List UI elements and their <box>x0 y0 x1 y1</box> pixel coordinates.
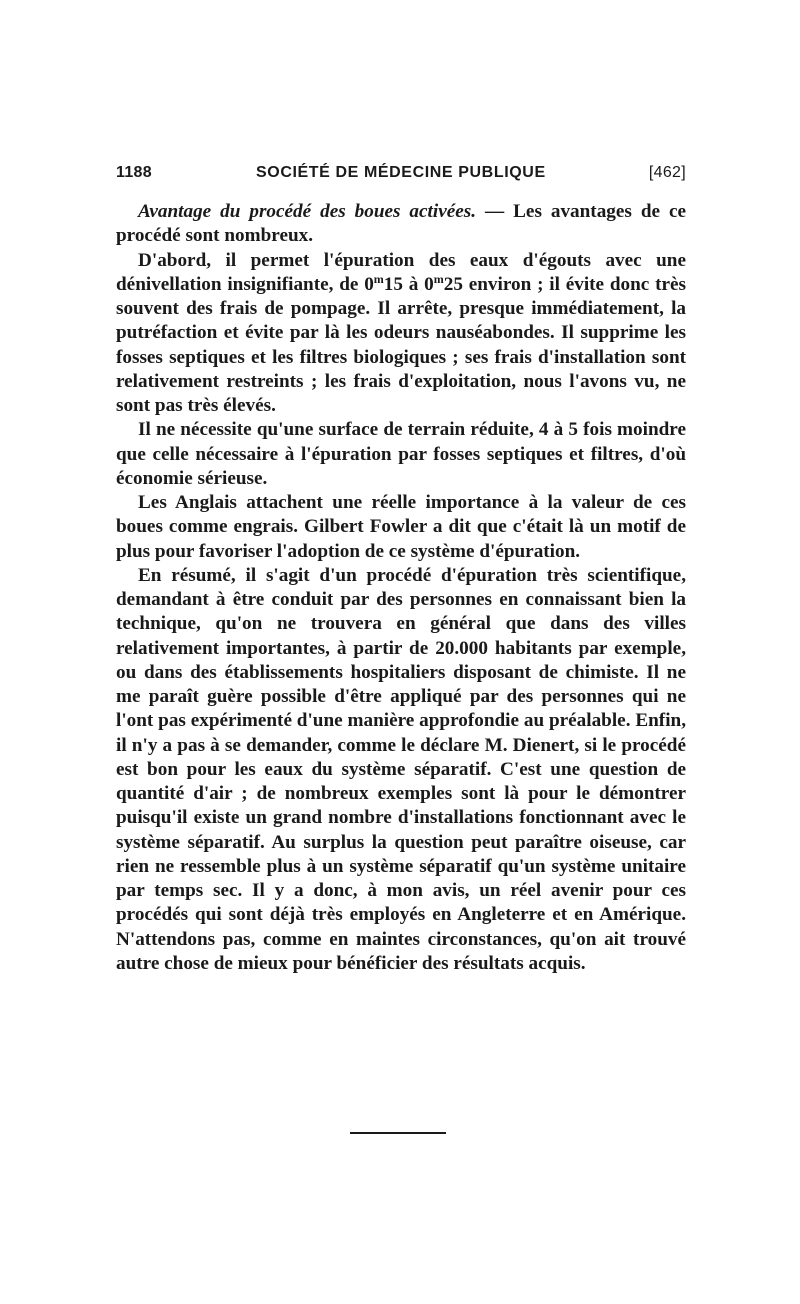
closing-rule <box>350 1132 446 1134</box>
superscript: m <box>433 271 444 286</box>
page <box>116 0 686 1304</box>
paragraph: Il ne nécessite qu'une surface de terrain réduite, 4 à 5 fois moindre que celle nécessaire à l'épuration par fosses septiques et filtres, d'où économie sérieuse. <box>116 419 686 489</box>
paragraph <box>116 200 686 249</box>
paragraph: Les Anglais attachent une réelle importance à la valeur de ces boues comme engrais. Gilbert Fowler a dit que c'était là un motif de plus pour favoriser l'adoption de ce système d'épuration. <box>116 492 686 562</box>
page-number: 1188 <box>116 164 152 181</box>
page-reference: [462] <box>648 164 686 181</box>
paragraph-text: — Les avantages de ce procédé sont nombreux. <box>116 201 686 247</box>
body-text <box>116 200 686 976</box>
running-title: SOCIÉTÉ DE MÉDECINE PUBLIQUE <box>256 164 546 181</box>
running-header <box>116 164 686 188</box>
paragraph <box>116 249 686 419</box>
paragraph-text: 25 environ ; il évite donc très souvent des frais de pompage. Il arrête, presque immédiatement, la putréfaction et évite par là les odeurs nauséabondes. Il supprime les fosses septiques et les filtres biologiques ; ses frais d'installation sont relativement restreints ; les frais d'exploitation, nous l'avons vu, ne sont pas très élevés. <box>116 273 687 416</box>
paragraph: En résumé, il s'agit d'un procédé d'épuration très scientifique, demandant à être conduit par des personnes en connaissant bien la technique, qu'on ne trouvera en général que dans des villes relativement importantes, à partir de 20.000 habitants par exemple, ou dans des établissements hospitaliers disposant de chimiste. Il ne me paraît guère possible d'être appliqué par des personnes qui ne l'ont pas expérimenté d'une manière approfondie au préalable. Enfin, il n'y a pas à se demander, comme le déclare M. Dienert, si le procédé est bon pour les eaux du système séparatif. C'est une question de quantité d'air ; de nombreux exemples sont là pour le démontrer puisqu'il existe un grand nombre d'installations fonctionnant avec le système séparatif. Au surplus la question peut paraître oiseuse, car rien ne ressemble plus à un système séparatif qu'un système unitaire par temps sec. Il y a donc, à mon avis, un réel avenir pour ces procédés qui sont déjà très employés en Angleterre et en Amérique. N'attendons pas, comme en maintes circonstances, qu'on ait trouvé autre chose de mieux pour bénéficier des résultats acquis. <box>116 564 686 974</box>
section-heading: Avantage du procédé des boues activées. <box>138 201 477 222</box>
paragraph-text: 15 à 0 <box>383 273 434 295</box>
paragraph-text: D'abord, il permet l'épuration des eaux d'égouts avec une dénivellation insignifiante, de 0 <box>116 249 686 295</box>
superscript: m <box>373 271 384 286</box>
